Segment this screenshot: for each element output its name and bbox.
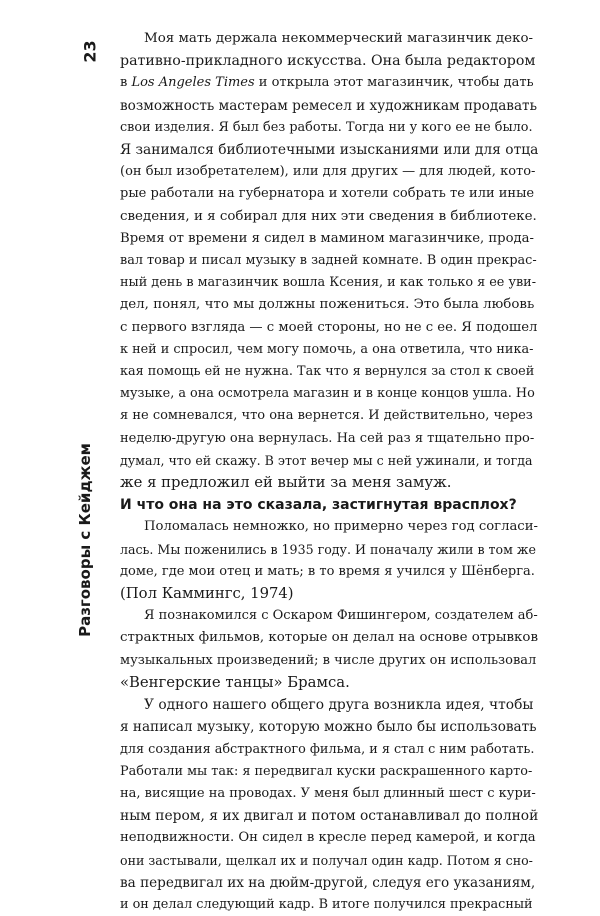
text-line: для создания абстрактного фильма, и я стал с ним работать. (120, 741, 535, 757)
text-line: страктных фильмов, которые он делал на основе отрывков (120, 630, 538, 646)
text-line: рые работали на губернатора и хотели собрать те или иные (120, 186, 535, 202)
text-line: «Венгерские танцы» Брамса. (120, 673, 350, 691)
text-line: ва передвигал их на дюйм-другой, следуя его указаниям, (120, 874, 536, 891)
text-line: ративно-прикладного искусства. Она была редактором (120, 53, 536, 70)
text-line: Моя мать держала некоммерческий магазинчик деко- (144, 31, 534, 46)
text-run: и открыла этот магазинчик, чтобы дать (254, 75, 534, 91)
text-line: музыкальных произведений; в числе других он использовал (120, 652, 537, 668)
text-line: и он делал следующий кадр. В итоге получился прекрасный (120, 896, 533, 912)
text-line (120, 72, 538, 94)
text-line: лась. Мы поженились в 1935 году. И поначалу жили в том же (120, 541, 536, 557)
text-line: неподвижности. Он сидел в кресле перед камерой, и когда (120, 830, 536, 846)
text-line: с первого взгляда — с моей стороны, но не с ее. Я подошел (120, 319, 538, 335)
page-number: 23 (80, 40, 100, 63)
text-line: доме, где мои отец и мать; в то время я учился у Шёнберга. (120, 563, 535, 579)
paragraph (120, 605, 538, 694)
text-line: сведения, и я собирал для них эти сведения в библиотеке. (120, 208, 537, 224)
paragraph (120, 28, 538, 494)
text-line: кая помощь ей не нужна. Так что я вернулся за стол к своей (120, 364, 535, 380)
text-line: же я предложил ей выйти за меня замуж. (120, 474, 452, 492)
text-line: к ней и спросил, чем могу помочь, а она ответила, что ника- (120, 341, 534, 357)
paragraph (120, 694, 538, 916)
text-line: они застывали, щелкал их и получал один кадр. Потом я сно- (120, 852, 533, 868)
text-line: на, висящие на проводах. У меня был длинный шест с кури- (120, 785, 536, 801)
text-line: думал, что ей скажу. В этот вечер мы с ней ужинали, и тогда (120, 452, 533, 468)
text-line: Я познакомился с Оскаром Фишингером, создателем аб- (144, 608, 538, 624)
text-line: Я занимался библиотечными изысканиями или для отца (120, 142, 539, 159)
text-line: дел, понял, что мы должны пожениться. Это была любовь (120, 297, 535, 313)
text-run: в (120, 75, 132, 91)
text-line: Работали мы так: я передвигал куски раскрашенного карто- (120, 763, 533, 779)
text-line: музыке, а она осмотрела магазин и в конце концов ушла. Но (120, 386, 535, 402)
text-line: свои изделия. Я был без работы. Тогда ни у кого ее не было. (120, 119, 533, 135)
text-line: я не сомневался, что она вернется. И действительно, через (120, 408, 533, 424)
text-line: я написал музыку, которую можно было бы использовать (120, 719, 537, 736)
text-line: У одного нашего общего друга возникла идея, чтобы (144, 697, 534, 714)
text-line: неделю-другую она вернулась. На сей раз я тщательно про- (120, 430, 535, 446)
text-line: возможность мастерам ремесел и художникам продавать (120, 97, 537, 114)
body-text (120, 28, 538, 916)
text-line: ный день в магазинчик вошла Ксения, и как только я ее уви- (120, 275, 537, 291)
running-head-text: Разговоры с Кейджем (76, 443, 94, 637)
source-citation: (Пол Каммингс, 1974) (120, 585, 294, 603)
newspaper-title: Los Angeles Times (131, 75, 255, 91)
text-line: ным пером, я их двигал и потом останавливал до полной (120, 808, 539, 825)
paragraph (120, 516, 538, 605)
text-line: (он был изобретателем), или для других — для людей, кото- (120, 164, 536, 180)
text-line: Время от времени я сидел в мамином магазинчике, прода- (120, 230, 534, 246)
text-line: вал товар и писал музыку в задней комнате. В один прекрас- (120, 253, 537, 269)
interview-question: И что она на это сказала, застигнутая врасплох? (120, 497, 517, 514)
text-line: Поломалась немножко, но примерно через год согласи- (144, 519, 538, 535)
